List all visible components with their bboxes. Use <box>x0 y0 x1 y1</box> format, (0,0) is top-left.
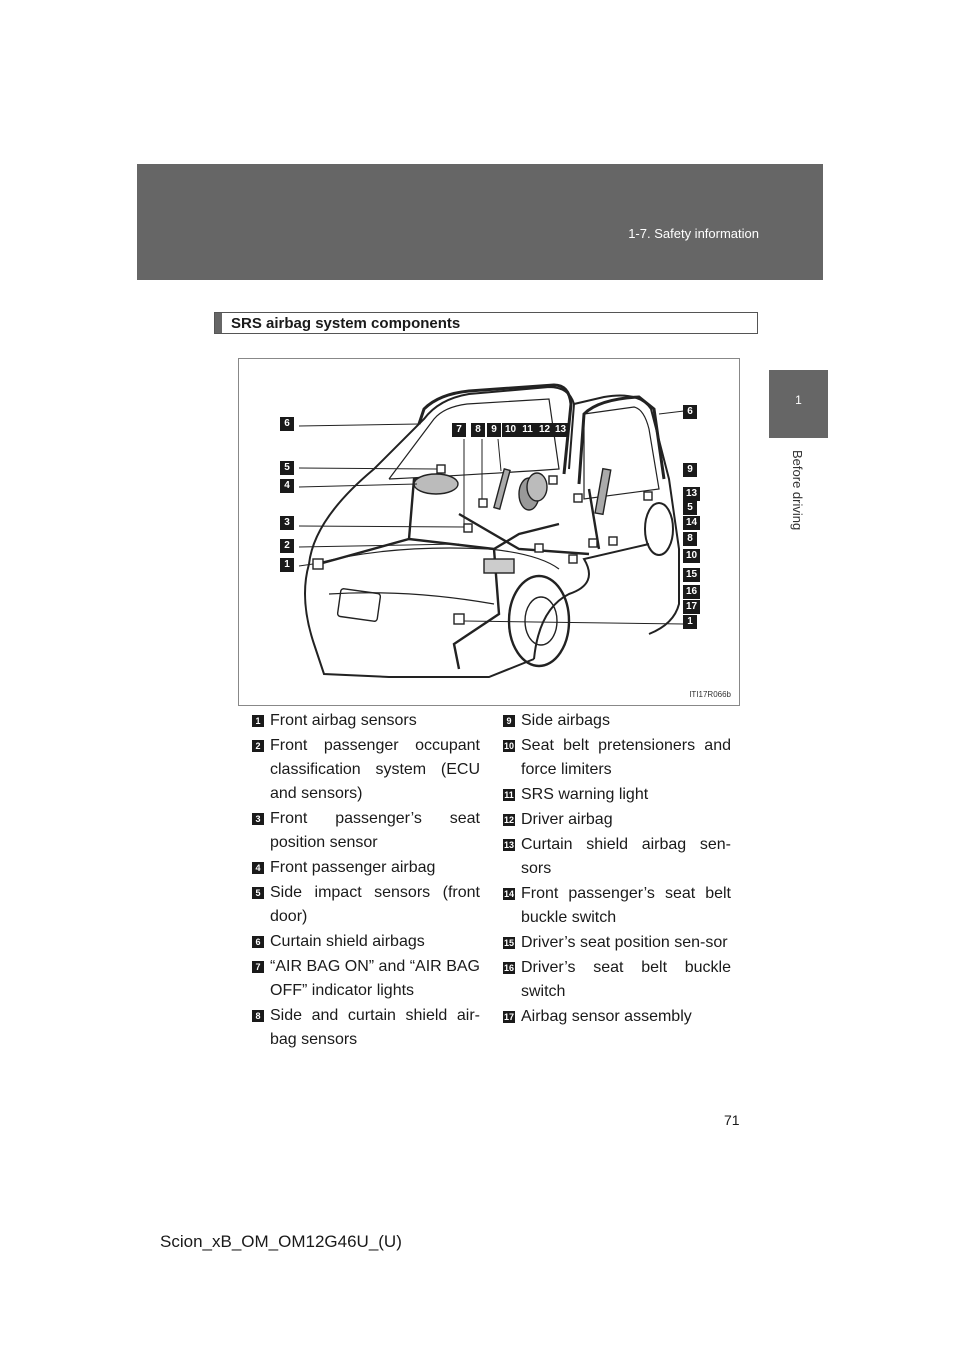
callout-badge: 3 <box>280 516 294 530</box>
component-label: Driver’s seat belt buckle switch <box>521 959 731 1000</box>
component-item <box>252 709 480 733</box>
callout-badge: 10 <box>683 549 700 563</box>
callout-badge: 13 <box>552 423 569 437</box>
component-label: Side impact sensors (front door) <box>270 884 480 925</box>
component-number: 4 <box>252 862 264 874</box>
chapter-tab <box>769 370 828 438</box>
callout-badge: 15 <box>683 568 700 582</box>
component-label: Driver’s seat position sen-sor <box>521 934 728 951</box>
page-number: 71 <box>724 1112 740 1128</box>
callout-badge: 4 <box>280 479 294 493</box>
component-label: Side airbags <box>521 712 610 729</box>
component-item <box>503 956 731 1004</box>
airbag-diagram <box>238 358 740 706</box>
callout-badge: 8 <box>471 423 485 437</box>
callout-badge: 5 <box>683 501 697 515</box>
component-item <box>503 931 731 955</box>
callout-badge: 9 <box>683 463 697 477</box>
component-number: 6 <box>252 936 264 948</box>
component-number: 11 <box>504 790 514 800</box>
section-heading-bar <box>215 313 222 333</box>
component-item <box>252 930 480 954</box>
component-number: 14 <box>503 889 514 899</box>
component-number: 1 <box>252 715 264 727</box>
component-number: 13 <box>503 840 514 850</box>
callout-badge: 6 <box>683 405 697 419</box>
callout-badge: 6 <box>280 417 294 431</box>
callout-badge: 1 <box>280 558 294 572</box>
component-number: 8 <box>252 1010 264 1022</box>
component-list-left <box>252 709 480 1053</box>
component-label: Airbag sensor assembly <box>521 1008 692 1025</box>
component-number: 3 <box>252 813 264 825</box>
component-number: 2 <box>252 740 264 752</box>
component-item <box>503 783 731 807</box>
section-breadcrumb: 1-7. Safety information <box>628 226 759 241</box>
component-label: SRS warning light <box>521 786 649 803</box>
callout-badge: 16 <box>683 585 700 599</box>
component-item <box>503 882 731 930</box>
callout-badge: 14 <box>683 516 700 530</box>
component-label: Curtain shield airbag sen-sors <box>521 836 731 877</box>
component-label: Front airbag sensors <box>270 712 417 729</box>
component-label: Front passenger airbag <box>270 859 436 876</box>
component-number: 7 <box>252 961 264 973</box>
component-number: 5 <box>252 887 264 899</box>
component-item <box>252 1004 480 1052</box>
document-code: Scion_xB_OM_OM12G46U_(U) <box>160 1232 402 1251</box>
component-label: “AIR BAG ON” and “AIR BAG OFF” indicator lights <box>270 958 480 999</box>
chapter-title: Before driving <box>790 450 805 531</box>
callout-badge: 2 <box>280 539 294 553</box>
callout-badge: 8 <box>683 532 697 546</box>
callout-badge: 1 <box>683 615 697 629</box>
component-item <box>503 1005 731 1029</box>
callout-badge: 13 <box>683 487 700 501</box>
component-item <box>503 709 731 733</box>
chapter-number: 1 <box>795 393 802 407</box>
component-item <box>503 734 731 782</box>
component-label: Curtain shield airbags <box>270 933 425 950</box>
component-label: Front passenger’s seat position sensor <box>270 810 480 851</box>
component-item <box>252 807 480 855</box>
car-illustration <box>239 359 740 706</box>
callout-badge: 5 <box>280 461 294 475</box>
component-label: Driver airbag <box>521 811 613 828</box>
component-number: 16 <box>503 963 514 973</box>
component-number: 15 <box>503 938 514 948</box>
callout-badge: 7 <box>452 423 466 437</box>
component-label: Side and curtain shield air-bag sensors <box>270 1007 480 1048</box>
component-list-right <box>503 709 731 1030</box>
component-item <box>252 955 480 1003</box>
callout-badge: 11 <box>519 423 536 437</box>
component-item <box>252 734 480 806</box>
component-number: 17 <box>503 1012 514 1022</box>
component-item <box>252 856 480 880</box>
callout-badge: 10 <box>502 423 519 437</box>
component-number: 10 <box>503 741 514 751</box>
component-item <box>252 881 480 929</box>
component-label: Seat belt pretensioners and force limiters <box>521 737 731 778</box>
callout-badge: 17 <box>683 600 700 614</box>
component-item <box>503 808 731 832</box>
section-heading <box>214 312 758 334</box>
component-item <box>503 833 731 881</box>
component-label: Front passenger occupant classification system (ECU and sensors) <box>270 737 480 802</box>
header-band <box>137 164 823 280</box>
section-title: SRS airbag system components <box>231 315 461 332</box>
figure-code: ITI17R066b <box>689 690 731 699</box>
component-number: 12 <box>503 815 514 825</box>
component-number: 9 <box>503 715 515 727</box>
callout-badge: 12 <box>536 423 553 437</box>
component-label: Front passenger’s seat belt buckle switch <box>521 885 731 926</box>
callout-badge: 9 <box>487 423 501 437</box>
